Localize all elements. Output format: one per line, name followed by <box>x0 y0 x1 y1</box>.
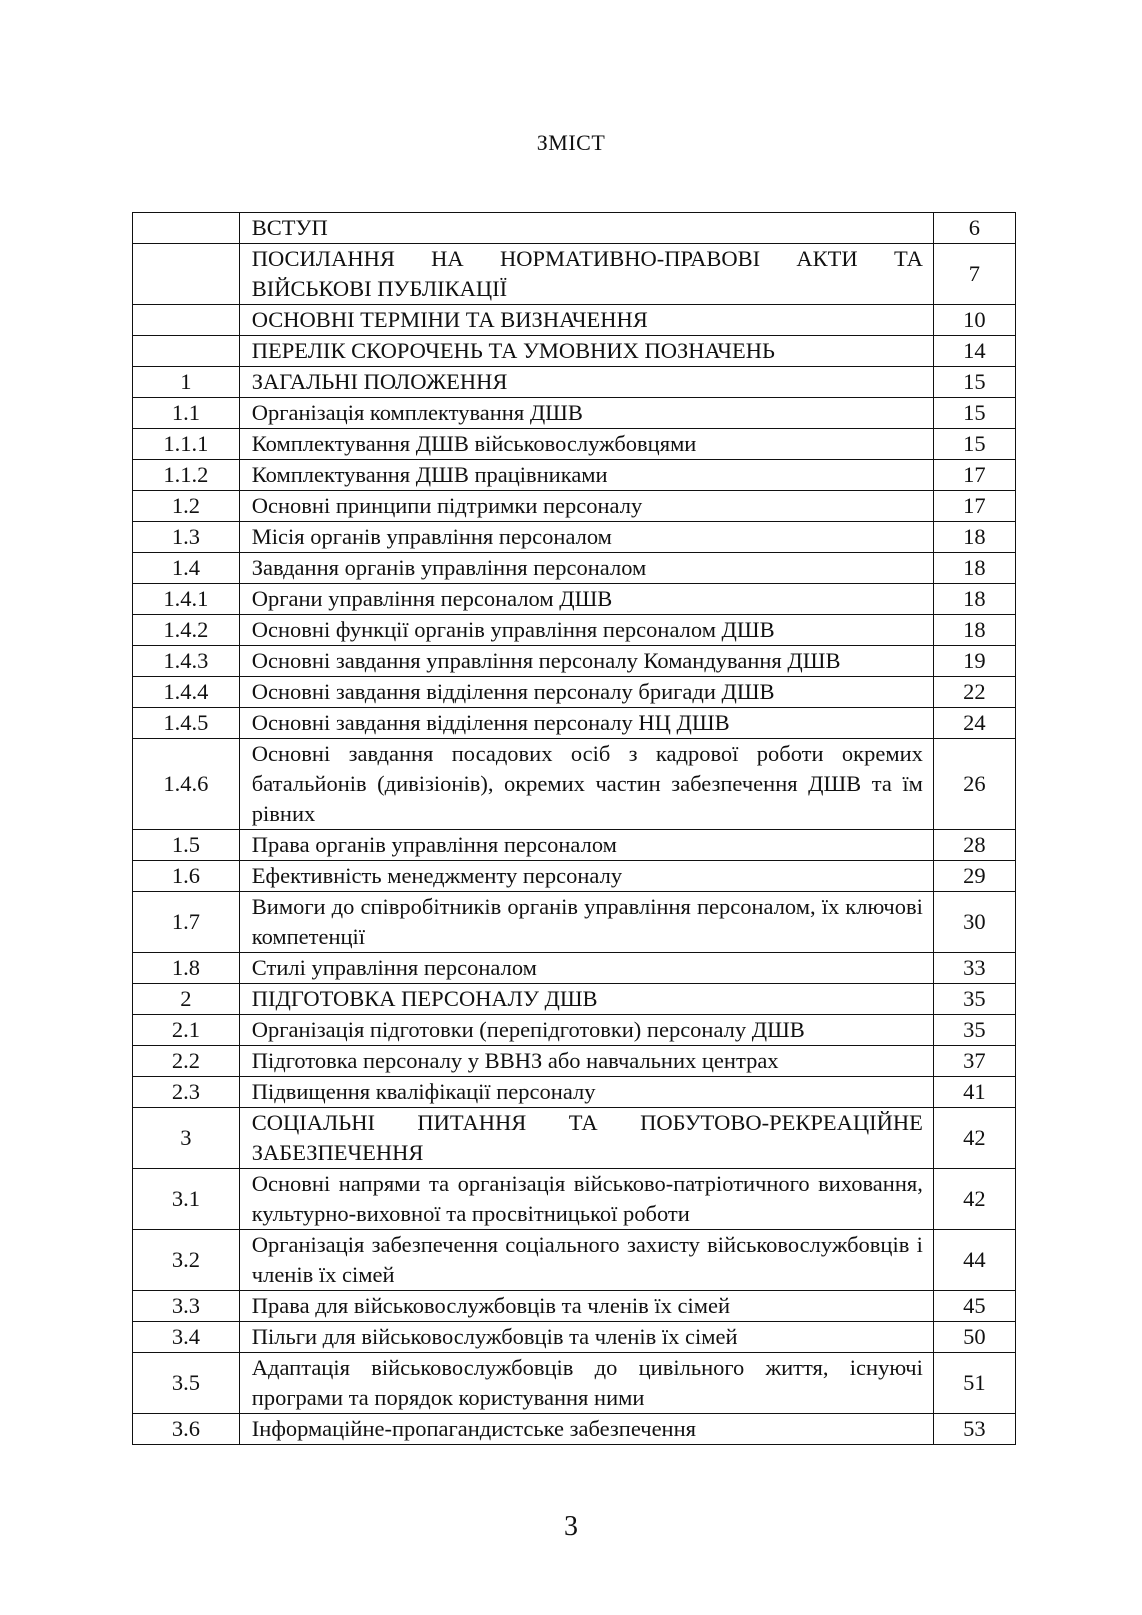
toc-section-title: Основні функції органів управління персоналом ДШВ <box>239 615 933 646</box>
toc-section-number: 1.4 <box>133 553 240 584</box>
toc-section-number: 2 <box>133 984 240 1015</box>
toc-section-title: Інформаційне-пропагандистське забезпечення <box>239 1414 933 1445</box>
toc-row <box>133 1015 1016 1046</box>
toc-section-number <box>133 336 240 367</box>
toc-row <box>133 892 1016 953</box>
toc-page-number: 26 <box>933 739 1015 830</box>
toc-page-number: 33 <box>933 953 1015 984</box>
toc-row <box>133 429 1016 460</box>
toc-row <box>133 491 1016 522</box>
toc-row <box>133 336 1016 367</box>
toc-section-number: 1.4.2 <box>133 615 240 646</box>
toc-body <box>133 213 1016 1445</box>
toc-page-number: 42 <box>933 1108 1015 1169</box>
toc-section-number: 1.4.5 <box>133 708 240 739</box>
toc-section-title: ЗАГАЛЬНІ ПОЛОЖЕННЯ <box>239 367 933 398</box>
toc-section-number: 3 <box>133 1108 240 1169</box>
toc-section-title: Основні завдання управління персоналу Командування ДШВ <box>239 646 933 677</box>
table-of-contents <box>132 212 1016 1445</box>
toc-section-title: Завдання органів управління персоналом <box>239 553 933 584</box>
toc-section-title: Організація комплектування ДШВ <box>239 398 933 429</box>
toc-row <box>133 1353 1016 1414</box>
toc-page-number: 45 <box>933 1291 1015 1322</box>
toc-row <box>133 646 1016 677</box>
toc-section-number: 2.3 <box>133 1077 240 1108</box>
toc-row <box>133 953 1016 984</box>
toc-page-number: 24 <box>933 708 1015 739</box>
toc-row <box>133 553 1016 584</box>
toc-page-number: 37 <box>933 1046 1015 1077</box>
toc-section-number: 1.5 <box>133 830 240 861</box>
toc-section-number <box>133 244 240 305</box>
toc-row <box>133 1230 1016 1291</box>
toc-row <box>133 213 1016 244</box>
toc-section-number <box>133 213 240 244</box>
toc-section-title: Основні завдання відділення персоналу бригади ДШВ <box>239 677 933 708</box>
toc-section-title: ВСТУП <box>239 213 933 244</box>
toc-section-number: 1.8 <box>133 953 240 984</box>
toc-section-title: Місія органів управління персоналом <box>239 522 933 553</box>
page-number: 3 <box>564 1511 578 1542</box>
toc-section-title: СОЦІАЛЬНІ ПИТАННЯ ТА ПОБУТОВО-РЕКРЕАЦІЙНЕ ЗАБЕЗПЕЧЕННЯ <box>239 1108 933 1169</box>
toc-row <box>133 1169 1016 1230</box>
toc-section-title: Стилі управління персоналом <box>239 953 933 984</box>
toc-section-title: Органи управління персоналом ДШВ <box>239 584 933 615</box>
toc-page-number: 15 <box>933 367 1015 398</box>
page-title: ЗМІСТ <box>536 130 606 155</box>
toc-section-number: 1.4.6 <box>133 739 240 830</box>
toc-page-number: 41 <box>933 1077 1015 1108</box>
toc-row <box>133 1108 1016 1169</box>
toc-section-number: 2.1 <box>133 1015 240 1046</box>
toc-row <box>133 367 1016 398</box>
toc-section-number: 3.3 <box>133 1291 240 1322</box>
toc-section-number: 1.4.4 <box>133 677 240 708</box>
toc-page-number: 10 <box>933 305 1015 336</box>
toc-section-number: 1.3 <box>133 522 240 553</box>
toc-section-number: 3.2 <box>133 1230 240 1291</box>
toc-page-number: 18 <box>933 553 1015 584</box>
toc-page-number: 19 <box>933 646 1015 677</box>
toc-page-number: 44 <box>933 1230 1015 1291</box>
toc-section-number: 3.1 <box>133 1169 240 1230</box>
toc-section-number: 1.1.2 <box>133 460 240 491</box>
toc-section-number: 2.2 <box>133 1046 240 1077</box>
toc-row <box>133 830 1016 861</box>
toc-section-title: Основні завдання посадових осіб з кадрової роботи окремих батальйонів (дивізіонів), окремих частин забезпечення ДШВ та їм рівних <box>239 739 933 830</box>
toc-section-number: 3.5 <box>133 1353 240 1414</box>
toc-page-number: 35 <box>933 1015 1015 1046</box>
toc-section-title: Основні принципи підтримки персоналу <box>239 491 933 522</box>
toc-page-number: 29 <box>933 861 1015 892</box>
toc-section-number: 1.2 <box>133 491 240 522</box>
toc-section-number: 1.4.3 <box>133 646 240 677</box>
toc-section-title: ОСНОВНІ ТЕРМІНИ ТА ВИЗНАЧЕННЯ <box>239 305 933 336</box>
toc-section-title: Основні завдання відділення персоналу НЦ ДШВ <box>239 708 933 739</box>
toc-page-number: 14 <box>933 336 1015 367</box>
toc-section-title: ПОСИЛАННЯ НА НОРМАТИВНО-ПРАВОВІ АКТИ ТА ВІЙСЬКОВІ ПУБЛІКАЦІЇ <box>239 244 933 305</box>
toc-row <box>133 1077 1016 1108</box>
toc-page-number: 18 <box>933 522 1015 553</box>
toc-row <box>133 615 1016 646</box>
toc-row <box>133 1291 1016 1322</box>
toc-section-title: Вимоги до співробітників органів управління персоналом, їх ключові компетенції <box>239 892 933 953</box>
toc-row <box>133 677 1016 708</box>
toc-page-number: 6 <box>933 213 1015 244</box>
toc-section-number: 1 <box>133 367 240 398</box>
toc-section-title: Адаптація військовослужбовців до цивільного життя, існуючі програми та порядок користування ними <box>239 1353 933 1414</box>
toc-page-number: 18 <box>933 584 1015 615</box>
toc-row <box>133 708 1016 739</box>
toc-page-number: 15 <box>933 429 1015 460</box>
toc-section-title: Ефективність менеджменту персоналу <box>239 861 933 892</box>
toc-page-number: 28 <box>933 830 1015 861</box>
toc-page-number: 7 <box>933 244 1015 305</box>
toc-section-title: Права органів управління персоналом <box>239 830 933 861</box>
toc-page-number: 17 <box>933 460 1015 491</box>
toc-page-number: 22 <box>933 677 1015 708</box>
toc-row <box>133 861 1016 892</box>
toc-row <box>133 522 1016 553</box>
toc-row <box>133 739 1016 830</box>
toc-section-title: Підвищення кваліфікації персоналу <box>239 1077 933 1108</box>
toc-section-number: 1.6 <box>133 861 240 892</box>
toc-section-number: 3.6 <box>133 1414 240 1445</box>
toc-section-title: Основні напрями та організація військово-патріотичного виховання, культурно-виховної та просвітницької роботи <box>239 1169 933 1230</box>
toc-row <box>133 305 1016 336</box>
toc-page-number: 15 <box>933 398 1015 429</box>
toc-page-number: 17 <box>933 491 1015 522</box>
toc-section-number: 1.4.1 <box>133 584 240 615</box>
toc-section-number: 3.4 <box>133 1322 240 1353</box>
toc-section-number: 1.1.1 <box>133 429 240 460</box>
toc-row <box>133 244 1016 305</box>
toc-section-number <box>133 305 240 336</box>
toc-section-title: Права для військовослужбовців та членів їх сімей <box>239 1291 933 1322</box>
toc-page-number: 35 <box>933 984 1015 1015</box>
toc-section-title: Пільги для військовослужбовців та членів їх сімей <box>239 1322 933 1353</box>
toc-section-title: ПІДГОТОВКА ПЕРСОНАЛУ ДШВ <box>239 984 933 1015</box>
toc-row <box>133 1322 1016 1353</box>
toc-row <box>133 584 1016 615</box>
toc-page-number: 42 <box>933 1169 1015 1230</box>
toc-section-title: Підготовка персоналу у ВВНЗ або навчальних центрах <box>239 1046 933 1077</box>
toc-page-number: 53 <box>933 1414 1015 1445</box>
toc-row <box>133 398 1016 429</box>
toc-section-title: ПЕРЕЛІК СКОРОЧЕНЬ ТА УМОВНИХ ПОЗНАЧЕНЬ <box>239 336 933 367</box>
toc-page-number: 50 <box>933 1322 1015 1353</box>
toc-section-title: Комплектування ДШВ військовослужбовцями <box>239 429 933 460</box>
toc-page-number: 51 <box>933 1353 1015 1414</box>
toc-section-title: Організація підготовки (перепідготовки) персоналу ДШВ <box>239 1015 933 1046</box>
toc-page-number: 18 <box>933 615 1015 646</box>
toc-page-number: 30 <box>933 892 1015 953</box>
toc-row <box>133 1414 1016 1445</box>
toc-section-number: 1.1 <box>133 398 240 429</box>
toc-row <box>133 1046 1016 1077</box>
toc-section-number: 1.7 <box>133 892 240 953</box>
toc-section-title: Комплектування ДШВ працівниками <box>239 460 933 491</box>
toc-row <box>133 460 1016 491</box>
toc-row <box>133 984 1016 1015</box>
toc-section-title: Організація забезпечення соціального захисту військовослужбовців і членів їх сімей <box>239 1230 933 1291</box>
